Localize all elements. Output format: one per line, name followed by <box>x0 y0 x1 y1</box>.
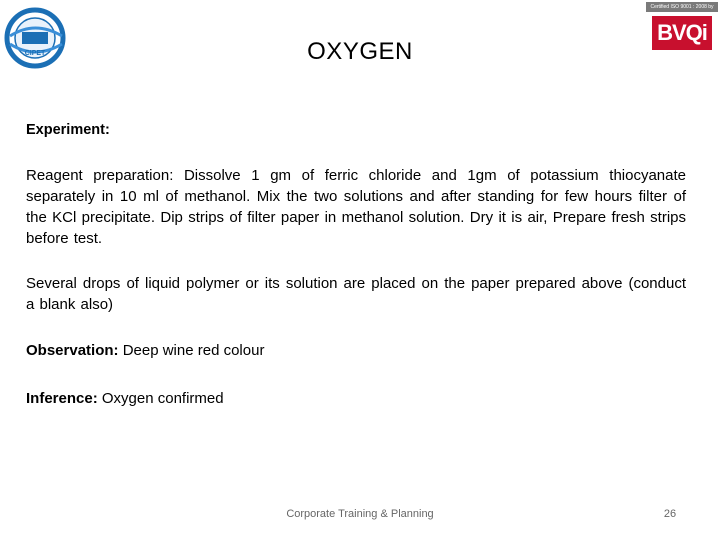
observation-label: Observation: <box>26 342 119 359</box>
cipet-logo <box>2 6 72 70</box>
certification-text: Certified ISO 9001 : 2008 by <box>646 2 718 12</box>
bvqi-logo <box>646 2 718 52</box>
slide-title: OXYGEN <box>307 38 413 65</box>
observation-text: Deep wine red colour <box>118 342 265 359</box>
page-number: 26 <box>663 508 677 520</box>
procedure-paragraph: Several drops of liquid polymer or its solution are placed on the paper prepared above (conduct a blank also) <box>26 275 686 313</box>
inference-label: Inference: <box>26 390 98 407</box>
reagent-paragraph: Reagent preparation: Dissolve 1 gm of ferric chloride and 1gm of potassium thiocyanate separately in 10 ml of methanol. Mix the two solutions and after standing for few hours filter of the KCl precipitate. Dip strips of filter paper in methanol solution. Dry it is air, Prepare fresh strips before test. <box>26 167 686 247</box>
bvqi-brand: BVQi <box>652 16 712 50</box>
footer-text: Corporate Training & Planning <box>286 508 434 520</box>
observation-line <box>26 340 686 361</box>
inference-text: Oxygen confirmed <box>97 390 224 407</box>
experiment-heading: Experiment: <box>26 122 110 138</box>
inference-line <box>26 388 686 409</box>
cipet-logo-text: CIPET <box>24 50 46 57</box>
